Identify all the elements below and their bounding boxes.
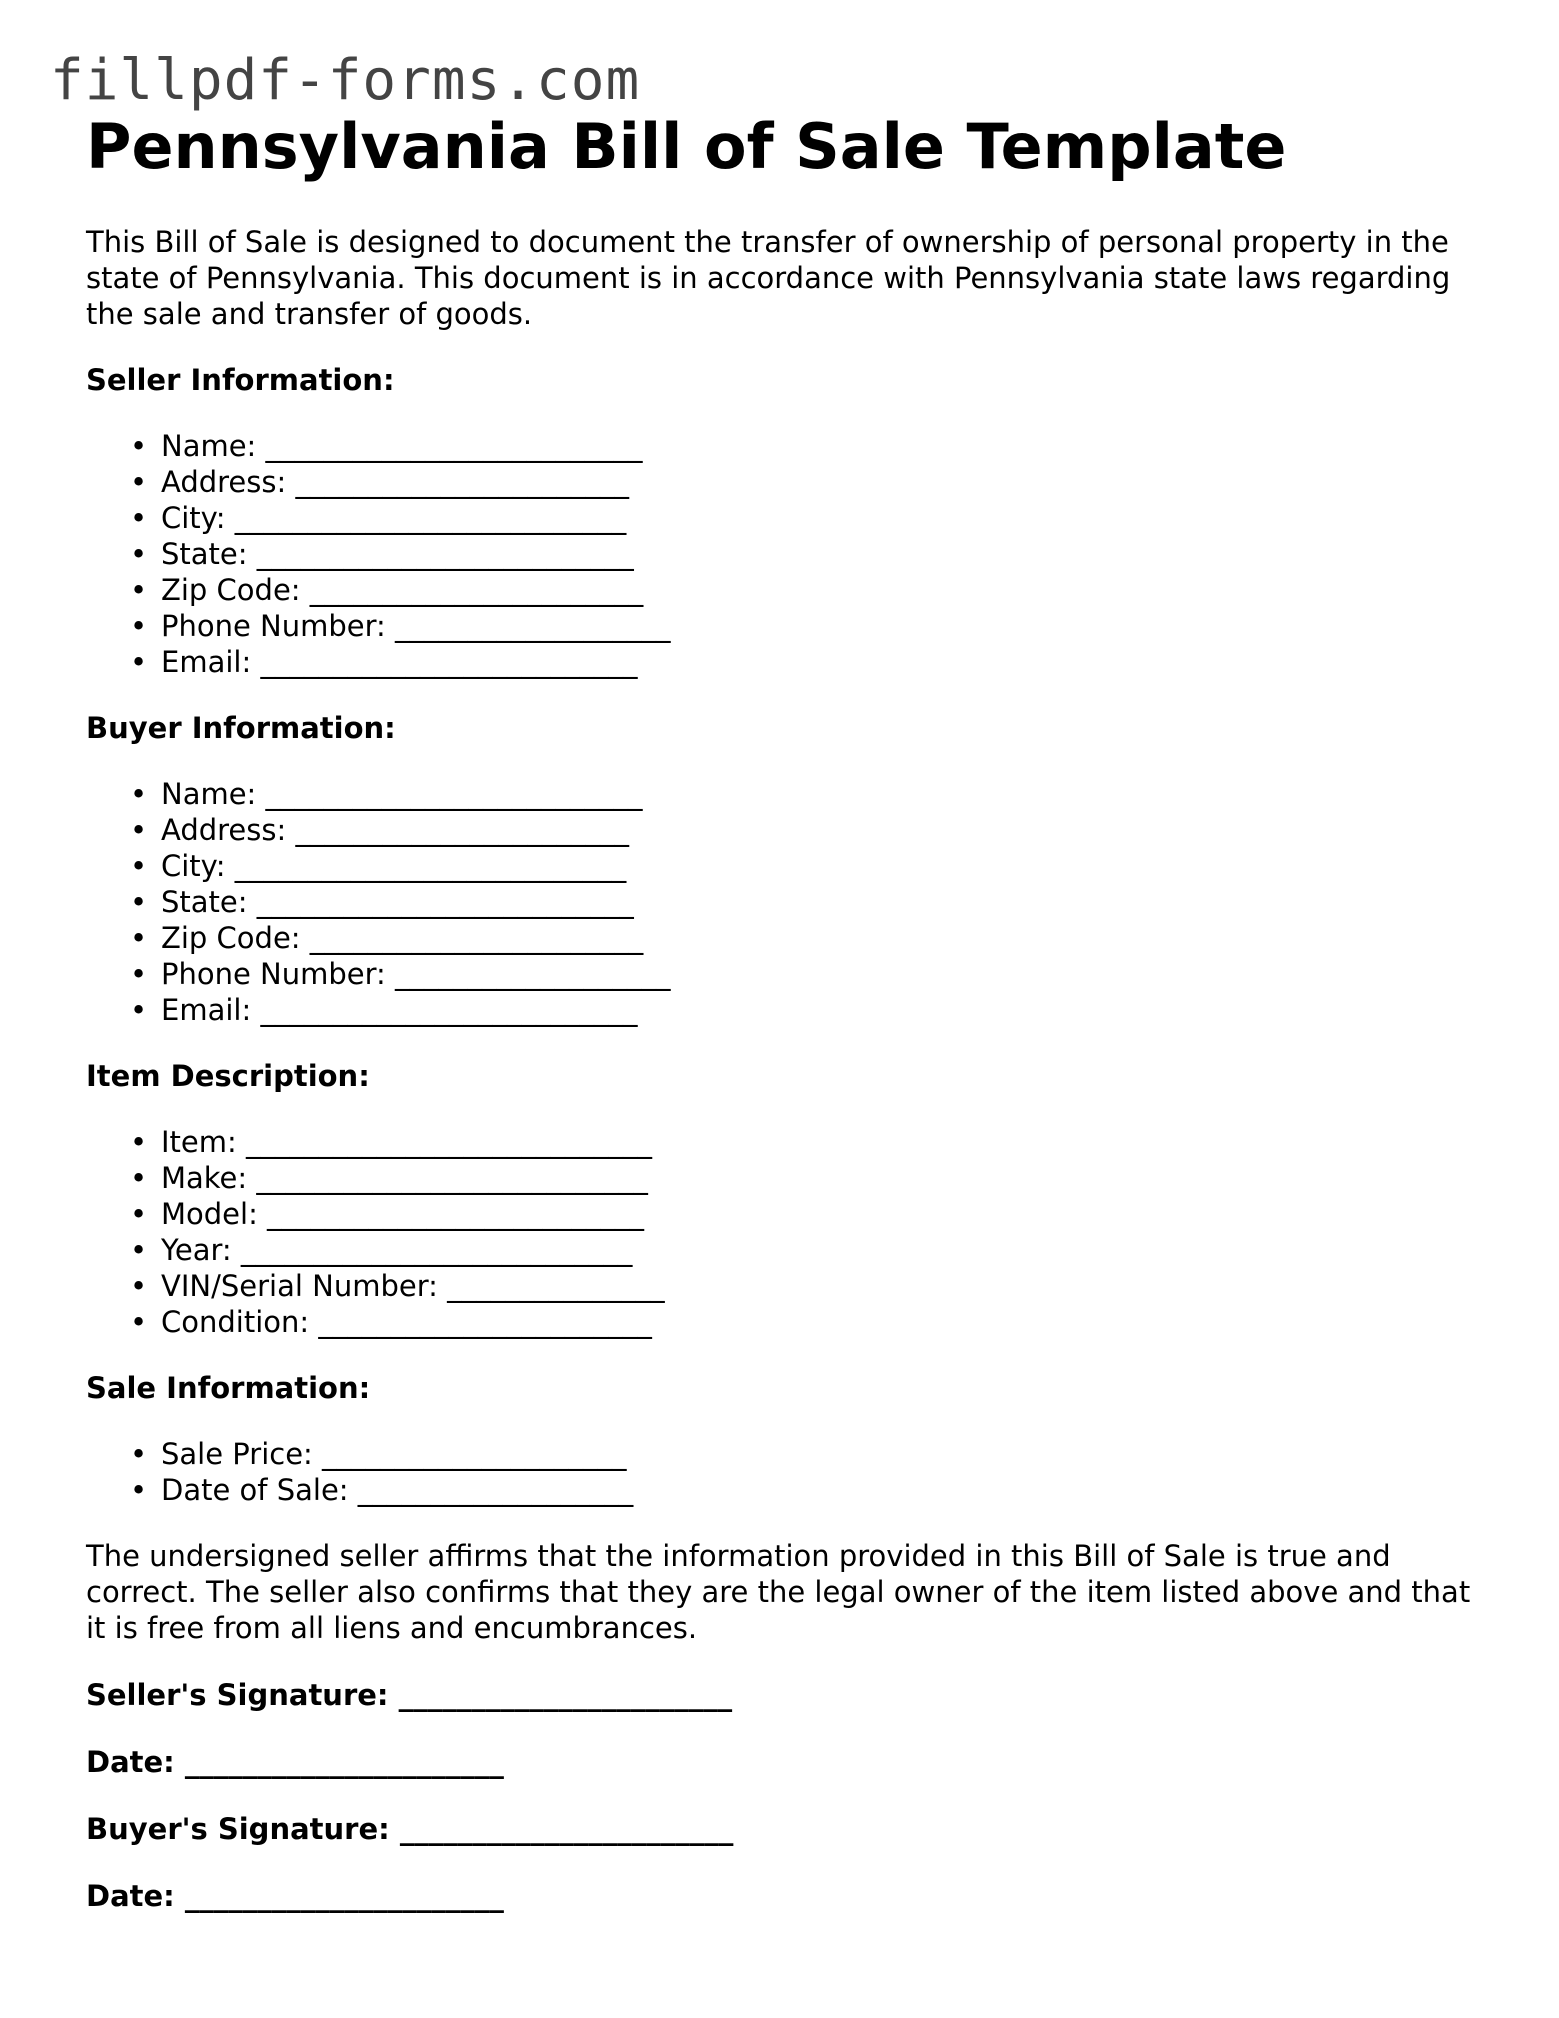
item-model-field[interactable] <box>86 1196 1486 1232</box>
field-label: Address: _______________________ <box>161 813 629 847</box>
sale-date-field[interactable] <box>86 1472 1486 1508</box>
item-year-field[interactable] <box>86 1232 1486 1268</box>
item-make-field[interactable] <box>86 1160 1486 1196</box>
field-label: State: __________________________ <box>161 537 634 571</box>
seller-date-field[interactable]: Date: ______________________ <box>86 1745 504 1779</box>
field-label: Email: __________________________ <box>161 645 638 679</box>
seller-state-field[interactable] <box>86 536 1486 572</box>
bullet-icon: • <box>130 1305 148 1339</box>
field-label: Name: __________________________ <box>161 777 643 811</box>
field-label: Model: __________________________ <box>161 1197 645 1231</box>
sale-section-heading: Sale Information: <box>86 1371 371 1405</box>
seller-field-list <box>86 428 1486 680</box>
buyer-name-field[interactable] <box>86 776 1486 812</box>
bullet-icon: • <box>130 1125 148 1159</box>
bullet-icon: • <box>130 537 148 571</box>
bullet-icon: • <box>130 777 148 811</box>
sale-field-list <box>86 1436 1486 1508</box>
bullet-icon: • <box>130 645 148 679</box>
intro-paragraph: This Bill of Sale is designed to document the transfer of ownership of personal property in the state of Pennsylvania. This document is in accordance with Pennsylvania state laws regarding the sale and transfer of goods. <box>86 225 1451 331</box>
buyer-section-heading: Buyer Information: <box>86 711 396 745</box>
seller-section-heading: Seller Information: <box>86 363 395 397</box>
field-label: State: __________________________ <box>161 885 634 919</box>
field-label: VIN/Serial Number: _______________ <box>161 1269 665 1303</box>
bullet-icon: • <box>130 1473 148 1507</box>
seller-signature-field[interactable]: Seller's Signature: _______________________ <box>86 1678 733 1712</box>
seller-email-field[interactable] <box>86 644 1486 680</box>
bullet-icon: • <box>130 849 148 883</box>
buyer-signature-field[interactable]: Buyer's Signature: _______________________ <box>86 1812 734 1846</box>
seller-address-field[interactable] <box>86 464 1486 500</box>
sale-price-field[interactable] <box>86 1436 1486 1472</box>
field-label: Zip Code: _______________________ <box>161 921 644 955</box>
field-label: Name: __________________________ <box>161 429 643 463</box>
field-label: Phone Number: ___________________ <box>161 609 671 643</box>
buyer-address-field[interactable] <box>86 812 1486 848</box>
bullet-icon: • <box>130 609 148 643</box>
field-label: Make: ___________________________ <box>161 1161 648 1195</box>
watermark: fillpdf-forms.com <box>50 48 641 113</box>
bullet-icon: • <box>130 465 148 499</box>
buyer-zip-field[interactable] <box>86 920 1486 956</box>
buyer-date-field[interactable]: Date: ______________________ <box>86 1879 504 1913</box>
field-label: Condition: _______________________ <box>161 1305 652 1339</box>
affirmation-paragraph: The undersigned seller affirms that the information provided in this Bill of Sale is true and correct. The seller also confirms that they are the legal owner of the item listed above and that it is free from all liens and encumbrances. <box>86 1539 1471 1645</box>
field-label: Year: ___________________________ <box>161 1233 633 1267</box>
field-label: Sale Price: _____________________ <box>161 1437 627 1471</box>
item-name-field[interactable] <box>86 1124 1486 1160</box>
bullet-icon: • <box>130 501 148 535</box>
document-body <box>86 110 1486 1914</box>
bullet-icon: • <box>130 813 148 847</box>
item-vin-field[interactable] <box>86 1268 1486 1304</box>
field-label: Email: __________________________ <box>161 993 638 1027</box>
bullet-icon: • <box>130 993 148 1027</box>
item-condition-field[interactable] <box>86 1304 1486 1340</box>
buyer-field-list <box>86 776 1486 1028</box>
field-label: City: ___________________________ <box>161 849 627 883</box>
item-field-list <box>86 1124 1486 1340</box>
field-label: Address: _______________________ <box>161 465 629 499</box>
bullet-icon: • <box>130 1233 148 1267</box>
bullet-icon: • <box>130 885 148 919</box>
buyer-state-field[interactable] <box>86 884 1486 920</box>
buyer-email-field[interactable] <box>86 992 1486 1028</box>
bullet-icon: • <box>130 957 148 991</box>
bullet-icon: • <box>130 1161 148 1195</box>
bullet-icon: • <box>130 573 148 607</box>
item-section-heading: Item Description: <box>86 1059 370 1093</box>
field-label: City: ___________________________ <box>161 501 627 535</box>
field-label: Item: ____________________________ <box>161 1125 653 1159</box>
page-title: Pennsylvania Bill of Sale Template <box>86 110 1287 183</box>
buyer-phone-field[interactable] <box>86 956 1486 992</box>
seller-phone-field[interactable] <box>86 608 1486 644</box>
bullet-icon: • <box>130 921 148 955</box>
field-label: Zip Code: _______________________ <box>161 573 644 607</box>
seller-name-field[interactable] <box>86 428 1486 464</box>
bullet-icon: • <box>130 1437 148 1471</box>
field-label: Phone Number: ___________________ <box>161 957 671 991</box>
field-label: Date of Sale: ___________________ <box>161 1473 634 1507</box>
seller-city-field[interactable] <box>86 500 1486 536</box>
buyer-city-field[interactable] <box>86 848 1486 884</box>
seller-zip-field[interactable] <box>86 572 1486 608</box>
bullet-icon: • <box>130 1197 148 1231</box>
bullet-icon: • <box>130 1269 148 1303</box>
bullet-icon: • <box>130 429 148 463</box>
